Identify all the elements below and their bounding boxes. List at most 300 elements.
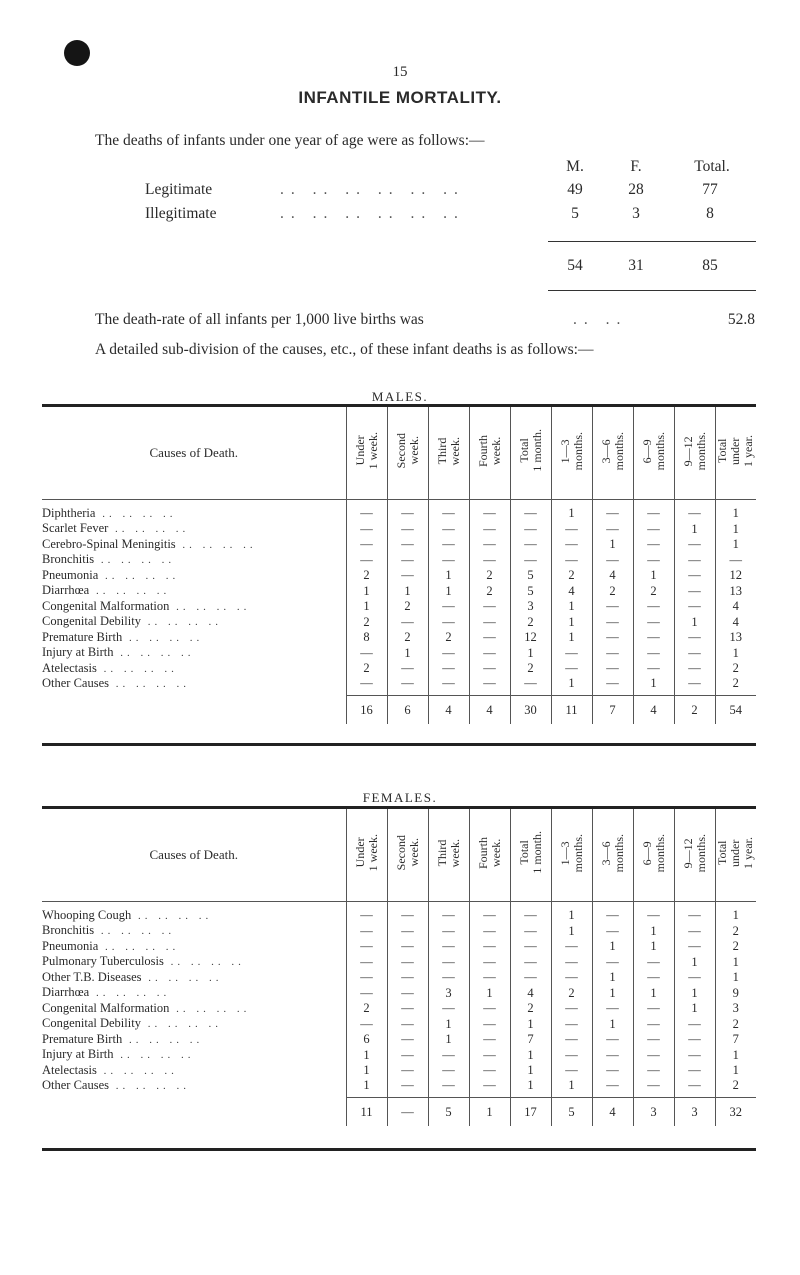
value-cell: — [346, 645, 387, 661]
column-header-label: 3—6 months. [598, 833, 626, 872]
leader-dots: .. .. .. .. [109, 1080, 190, 1092]
males-title: MALES. [371, 389, 429, 404]
column-header [510, 407, 551, 499]
value-cell: — [674, 1078, 715, 1098]
value-cell: — [715, 552, 756, 568]
cause-cell [42, 1078, 346, 1098]
cause-cell [42, 630, 346, 646]
value-cell: — [469, 676, 510, 696]
value-cell: — [551, 954, 592, 970]
value-cell: — [551, 1047, 592, 1063]
column-header-label: Total 1 month. [516, 831, 544, 875]
cause-name: Whooping Cough [42, 907, 132, 922]
value-cell: — [592, 630, 633, 646]
column-header [674, 809, 715, 901]
cause-header: Causes of Death. [42, 809, 346, 901]
table-row [42, 954, 756, 970]
cause-name: Premature Birth [42, 629, 123, 644]
column-header-label: 9—12 months. [680, 833, 708, 872]
totals-row [42, 696, 756, 725]
value-cell: 3 [510, 599, 551, 615]
summary-value: 77 [702, 181, 718, 198]
value-cell: — [387, 1047, 428, 1063]
value-cell: 1 [715, 1047, 756, 1063]
value-cell: — [633, 901, 674, 923]
value-cell: 1 [387, 583, 428, 599]
value-cell: — [592, 645, 633, 661]
value-cell: — [387, 552, 428, 568]
column-header-label: Fourth week. [475, 434, 503, 467]
value-cell: — [469, 499, 510, 521]
value-cell: — [633, 1016, 674, 1032]
total-cell: 16 [346, 696, 387, 725]
table-row [42, 923, 756, 939]
table-row [42, 661, 756, 677]
cause-cell [42, 1016, 346, 1032]
value-cell: 2 [715, 661, 756, 677]
value-cell: 1 [346, 599, 387, 615]
value-cell: — [674, 1032, 715, 1048]
cause-cell [42, 583, 346, 599]
value-cell: 2 [715, 676, 756, 696]
table-row [42, 568, 756, 584]
males-table [42, 407, 756, 724]
column-header-label: 1—3 months. [557, 833, 585, 872]
value-cell: 2 [715, 939, 756, 955]
summary-header [0, 158, 800, 178]
summary-label: Legitimate [145, 181, 213, 198]
value-cell: — [551, 552, 592, 568]
table-row [42, 1032, 756, 1048]
death-rate-value: 52.8 [727, 311, 755, 328]
column-header [387, 407, 428, 499]
value-cell: — [346, 985, 387, 1001]
cause-name: Congenital Debility [42, 614, 141, 628]
females-table [42, 809, 756, 1126]
value-cell: — [633, 970, 674, 986]
value-cell: — [592, 599, 633, 615]
value-cell: — [674, 901, 715, 923]
value-cell: — [346, 537, 387, 553]
value-cell: — [346, 499, 387, 521]
value-cell: — [469, 599, 510, 615]
table-row [42, 939, 756, 955]
table-row [42, 599, 756, 615]
cause-name: Bronchitis [42, 923, 95, 937]
value-cell: 1 [674, 1001, 715, 1017]
table-row [42, 676, 756, 696]
value-cell: 1 [715, 1063, 756, 1079]
value-cell: 4 [551, 583, 592, 599]
value-cell: — [387, 923, 428, 939]
value-cell: 1 [428, 568, 469, 584]
cause-name: Atelectasis [42, 660, 97, 675]
cause-cell [42, 1032, 346, 1048]
value-cell: — [592, 1063, 633, 1079]
value-cell: 8 [346, 630, 387, 646]
value-cell: — [551, 939, 592, 955]
value-cell: 1 [674, 521, 715, 537]
value-cell: — [592, 661, 633, 677]
column-header-label: Under 1 week. [352, 432, 380, 470]
page-number: 15 [392, 64, 408, 80]
value-cell: — [387, 954, 428, 970]
value-cell: — [592, 499, 633, 521]
table-row [42, 901, 756, 923]
death-rate-label: The death-rate of all infants per 1,000 live births was [95, 311, 424, 328]
value-cell: 2 [510, 661, 551, 677]
cause-header: Causes of Death. [42, 407, 346, 499]
value-cell: — [674, 1063, 715, 1079]
value-cell: — [428, 599, 469, 615]
table-row [42, 583, 756, 599]
value-cell: — [387, 1016, 428, 1032]
cause-cell [42, 537, 346, 553]
column-header [551, 809, 592, 901]
value-cell: — [469, 954, 510, 970]
column-header-label: 6—9 months. [639, 431, 667, 470]
column-header-label: Total under 1 year. [715, 434, 756, 467]
cause-name: Congenital Malformation [42, 598, 170, 613]
table-row [42, 985, 756, 1001]
value-cell: — [633, 1078, 674, 1098]
value-cell: 1 [510, 645, 551, 661]
column-header-label: Total under 1 year. [715, 836, 756, 869]
value-cell: 1 [551, 599, 592, 615]
summary-row-legitimate [0, 181, 800, 201]
value-cell: — [346, 954, 387, 970]
value-cell: — [551, 661, 592, 677]
value-cell: — [387, 970, 428, 986]
value-cell: — [469, 901, 510, 923]
total-cell: 17 [510, 1098, 551, 1127]
value-cell: — [674, 970, 715, 986]
value-cell: 2 [346, 568, 387, 584]
value-cell: 6 [346, 1032, 387, 1048]
value-cell: — [674, 552, 715, 568]
value-cell: — [633, 954, 674, 970]
cause-cell [42, 1001, 346, 1017]
punch-hole-mark [64, 40, 90, 66]
value-cell: 1 [592, 970, 633, 986]
cause-cell [42, 661, 346, 677]
value-cell: 13 [715, 583, 756, 599]
value-cell: 1 [551, 901, 592, 923]
value-cell: — [469, 939, 510, 955]
value-cell: — [387, 568, 428, 584]
cause-cell [42, 521, 346, 537]
value-cell: 1 [428, 1016, 469, 1032]
value-cell: 12 [510, 630, 551, 646]
value-cell: — [469, 1047, 510, 1063]
total-cell: 11 [346, 1098, 387, 1127]
cause-name: Diphtheria [42, 505, 96, 520]
value-cell: 1 [346, 1047, 387, 1063]
value-cell: — [674, 630, 715, 646]
summary-totals [0, 257, 800, 277]
value-cell: — [346, 901, 387, 923]
value-cell: — [633, 521, 674, 537]
value-cell: 1 [346, 1078, 387, 1098]
cause-cell [42, 985, 346, 1001]
column-header [469, 407, 510, 499]
cause-cell [42, 954, 346, 970]
value-cell: — [592, 1078, 633, 1098]
column-header-label: Third week. [434, 436, 462, 465]
value-cell: 2 [510, 614, 551, 630]
column-header [346, 407, 387, 499]
value-cell: — [551, 970, 592, 986]
value-cell: — [387, 901, 428, 923]
value-cell: — [510, 970, 551, 986]
value-cell: — [674, 661, 715, 677]
leader-dots: .. .. .. .. [96, 662, 178, 675]
value-cell: 1 [633, 676, 674, 696]
cause-name: Pulmonary Tuberculosis [42, 954, 164, 968]
value-cell: 1 [633, 923, 674, 939]
value-cell: 1 [674, 614, 715, 630]
value-cell: — [674, 568, 715, 584]
value-cell: 1 [428, 1032, 469, 1048]
value-cell: — [387, 1063, 428, 1079]
column-header [715, 809, 756, 901]
value-cell: 1 [592, 537, 633, 553]
value-cell: — [346, 923, 387, 939]
value-cell: — [510, 537, 551, 553]
leader-dots: .. .. .. .. [98, 569, 180, 582]
value-cell: — [387, 1001, 428, 1017]
value-cell: 1 [633, 939, 674, 955]
value-cell: 1 [633, 568, 674, 584]
value-cell: — [592, 552, 633, 568]
total-cell: 4 [428, 696, 469, 725]
value-cell: — [428, 552, 469, 568]
value-cell: — [428, 970, 469, 986]
value-cell: 1 [346, 583, 387, 599]
table-row [42, 1016, 756, 1032]
cause-cell [42, 939, 346, 955]
value-cell: 5 [510, 583, 551, 599]
value-cell: — [387, 521, 428, 537]
summary-total: 31 [628, 257, 644, 274]
value-cell: 1 [633, 985, 674, 1001]
value-cell: — [592, 1047, 633, 1063]
total-cell: 5 [551, 1098, 592, 1127]
column-header [633, 407, 674, 499]
value-cell: — [469, 661, 510, 677]
column-header-label: 9—12 months. [680, 431, 708, 470]
intro-text: The deaths of infants under one year of age were as follows:— [95, 132, 485, 149]
value-cell: 13 [715, 630, 756, 646]
value-cell: 4 [715, 599, 756, 615]
total-cell: 1 [469, 1098, 510, 1127]
value-cell: — [674, 1047, 715, 1063]
value-cell: — [387, 499, 428, 521]
table-row [42, 1078, 756, 1098]
table-row [42, 645, 756, 661]
value-cell: — [469, 970, 510, 986]
total-cell: 11 [551, 696, 592, 725]
value-cell: 1 [674, 954, 715, 970]
leader-dots: .. .. .. .. [163, 956, 245, 968]
leader-dots: .. .. .. .. [122, 1033, 204, 1046]
value-cell: 2 [346, 614, 387, 630]
column-header-label: Under 1 week. [352, 834, 380, 872]
cause-cell [42, 1063, 346, 1079]
value-cell: — [428, 1078, 469, 1098]
column-header [428, 809, 469, 901]
cause-name: Atelectasis [42, 1062, 97, 1077]
value-cell: — [674, 676, 715, 696]
cause-cell [42, 901, 346, 923]
value-cell: — [510, 499, 551, 521]
value-cell: — [510, 901, 551, 923]
value-cell: — [428, 676, 469, 696]
value-cell: 2 [633, 583, 674, 599]
value-cell: — [469, 552, 510, 568]
value-cell: — [674, 1016, 715, 1032]
value-cell: — [633, 537, 674, 553]
value-cell: 1 [346, 1063, 387, 1079]
value-cell: 1 [510, 1047, 551, 1063]
summary-rule-top [548, 241, 756, 242]
value-cell: — [674, 537, 715, 553]
leader-dots: .. .. .. .. [109, 678, 190, 690]
column-header-label: 1—3 months. [557, 431, 585, 470]
value-cell: — [428, 1047, 469, 1063]
value-cell: — [469, 1032, 510, 1048]
value-cell: — [387, 661, 428, 677]
value-cell: — [510, 954, 551, 970]
value-cell: — [428, 614, 469, 630]
summary-total: 85 [702, 257, 718, 274]
value-cell: 2 [346, 661, 387, 677]
value-cell: — [469, 630, 510, 646]
value-cell: 1 [592, 1016, 633, 1032]
total-cell: 4 [633, 696, 674, 725]
value-cell: 1 [551, 676, 592, 696]
column-header [715, 407, 756, 499]
value-cell: 1 [715, 970, 756, 986]
leader-dots: .. .. .. .. [113, 1049, 195, 1061]
value-cell: — [469, 1001, 510, 1017]
table-row [42, 1047, 756, 1063]
total-cell: 32 [715, 1098, 756, 1127]
value-cell: 2 [469, 568, 510, 584]
value-cell: 1 [674, 985, 715, 1001]
cause-name: Diarrhœa [42, 985, 90, 999]
total-cell: 5 [428, 1098, 469, 1127]
value-cell: — [346, 1016, 387, 1032]
value-cell: — [469, 645, 510, 661]
value-cell: — [633, 1047, 674, 1063]
value-cell: — [633, 499, 674, 521]
value-cell: — [469, 1063, 510, 1079]
value-cell: 2 [715, 923, 756, 939]
value-cell: — [633, 645, 674, 661]
cause-name: Injury at Birth [42, 1047, 114, 1061]
table-row [42, 970, 756, 986]
table-row [42, 521, 756, 537]
leader-dots: .. .. .. .. [131, 909, 213, 922]
value-cell: 9 [715, 985, 756, 1001]
value-cell: — [633, 1063, 674, 1079]
cause-name: Other Causes [42, 1078, 109, 1092]
value-cell: 2 [387, 630, 428, 646]
leader-dots: .. .. .. .. [140, 1018, 222, 1030]
total-cell: 6 [387, 696, 428, 725]
leader-dots: .. .. .. .. [94, 554, 176, 566]
cause-name: Congenital Debility [42, 1016, 141, 1030]
cause-name: Injury at Birth [42, 645, 114, 659]
total-cell: 2 [674, 696, 715, 725]
cause-name: Scarlet Fever [42, 521, 109, 535]
summary-value: 49 [567, 181, 583, 198]
value-cell: — [633, 552, 674, 568]
value-cell: — [551, 537, 592, 553]
value-cell: 1 [715, 499, 756, 521]
value-cell: 1 [715, 521, 756, 537]
value-cell: — [387, 1078, 428, 1098]
value-cell: 1 [510, 1078, 551, 1098]
summary-value: 28 [628, 181, 644, 198]
cause-name: Premature Birth [42, 1031, 123, 1046]
cause-name: Other Causes [42, 676, 109, 690]
value-cell: — [592, 901, 633, 923]
value-cell: — [346, 552, 387, 568]
value-cell: — [551, 1032, 592, 1048]
column-header [387, 809, 428, 901]
cause-name: Cerebro-Spinal Meningitis [42, 536, 176, 551]
cause-cell [42, 676, 346, 696]
value-cell: — [469, 521, 510, 537]
leader-dots: .. .. .. .. [95, 507, 177, 520]
leader-dots: .. .. .. .. [113, 647, 195, 659]
cause-name: Other T.B. Diseases [42, 969, 142, 984]
column-header [469, 809, 510, 901]
total-cell: 4 [469, 696, 510, 725]
value-cell: 2 [510, 1001, 551, 1017]
value-cell: — [592, 676, 633, 696]
column-header [592, 809, 633, 901]
table-row [42, 552, 756, 568]
leader-dots: .. .. .. .. [140, 616, 222, 628]
cause-name: Bronchitis [42, 552, 95, 566]
cause-cell [42, 614, 346, 630]
column-header [592, 407, 633, 499]
leader-dots: .. .. .. .. [169, 1002, 251, 1015]
value-cell: — [592, 614, 633, 630]
value-cell: — [674, 583, 715, 599]
value-cell: — [469, 1078, 510, 1098]
value-cell: — [387, 939, 428, 955]
column-header-label: 6—9 months. [639, 833, 667, 872]
value-cell: — [346, 676, 387, 696]
value-cell: 12 [715, 568, 756, 584]
summary-label: Illegitimate [145, 205, 217, 222]
value-cell: — [592, 1001, 633, 1017]
cause-cell [42, 599, 346, 615]
value-cell: 1 [715, 537, 756, 553]
column-header-label: Total 1 month. [516, 429, 544, 473]
column-header [551, 407, 592, 499]
value-cell: — [428, 521, 469, 537]
summary-rule-bottom [548, 290, 756, 291]
value-cell: — [346, 521, 387, 537]
value-cell: — [428, 954, 469, 970]
value-cell: — [592, 923, 633, 939]
value-cell: 2 [346, 1001, 387, 1017]
